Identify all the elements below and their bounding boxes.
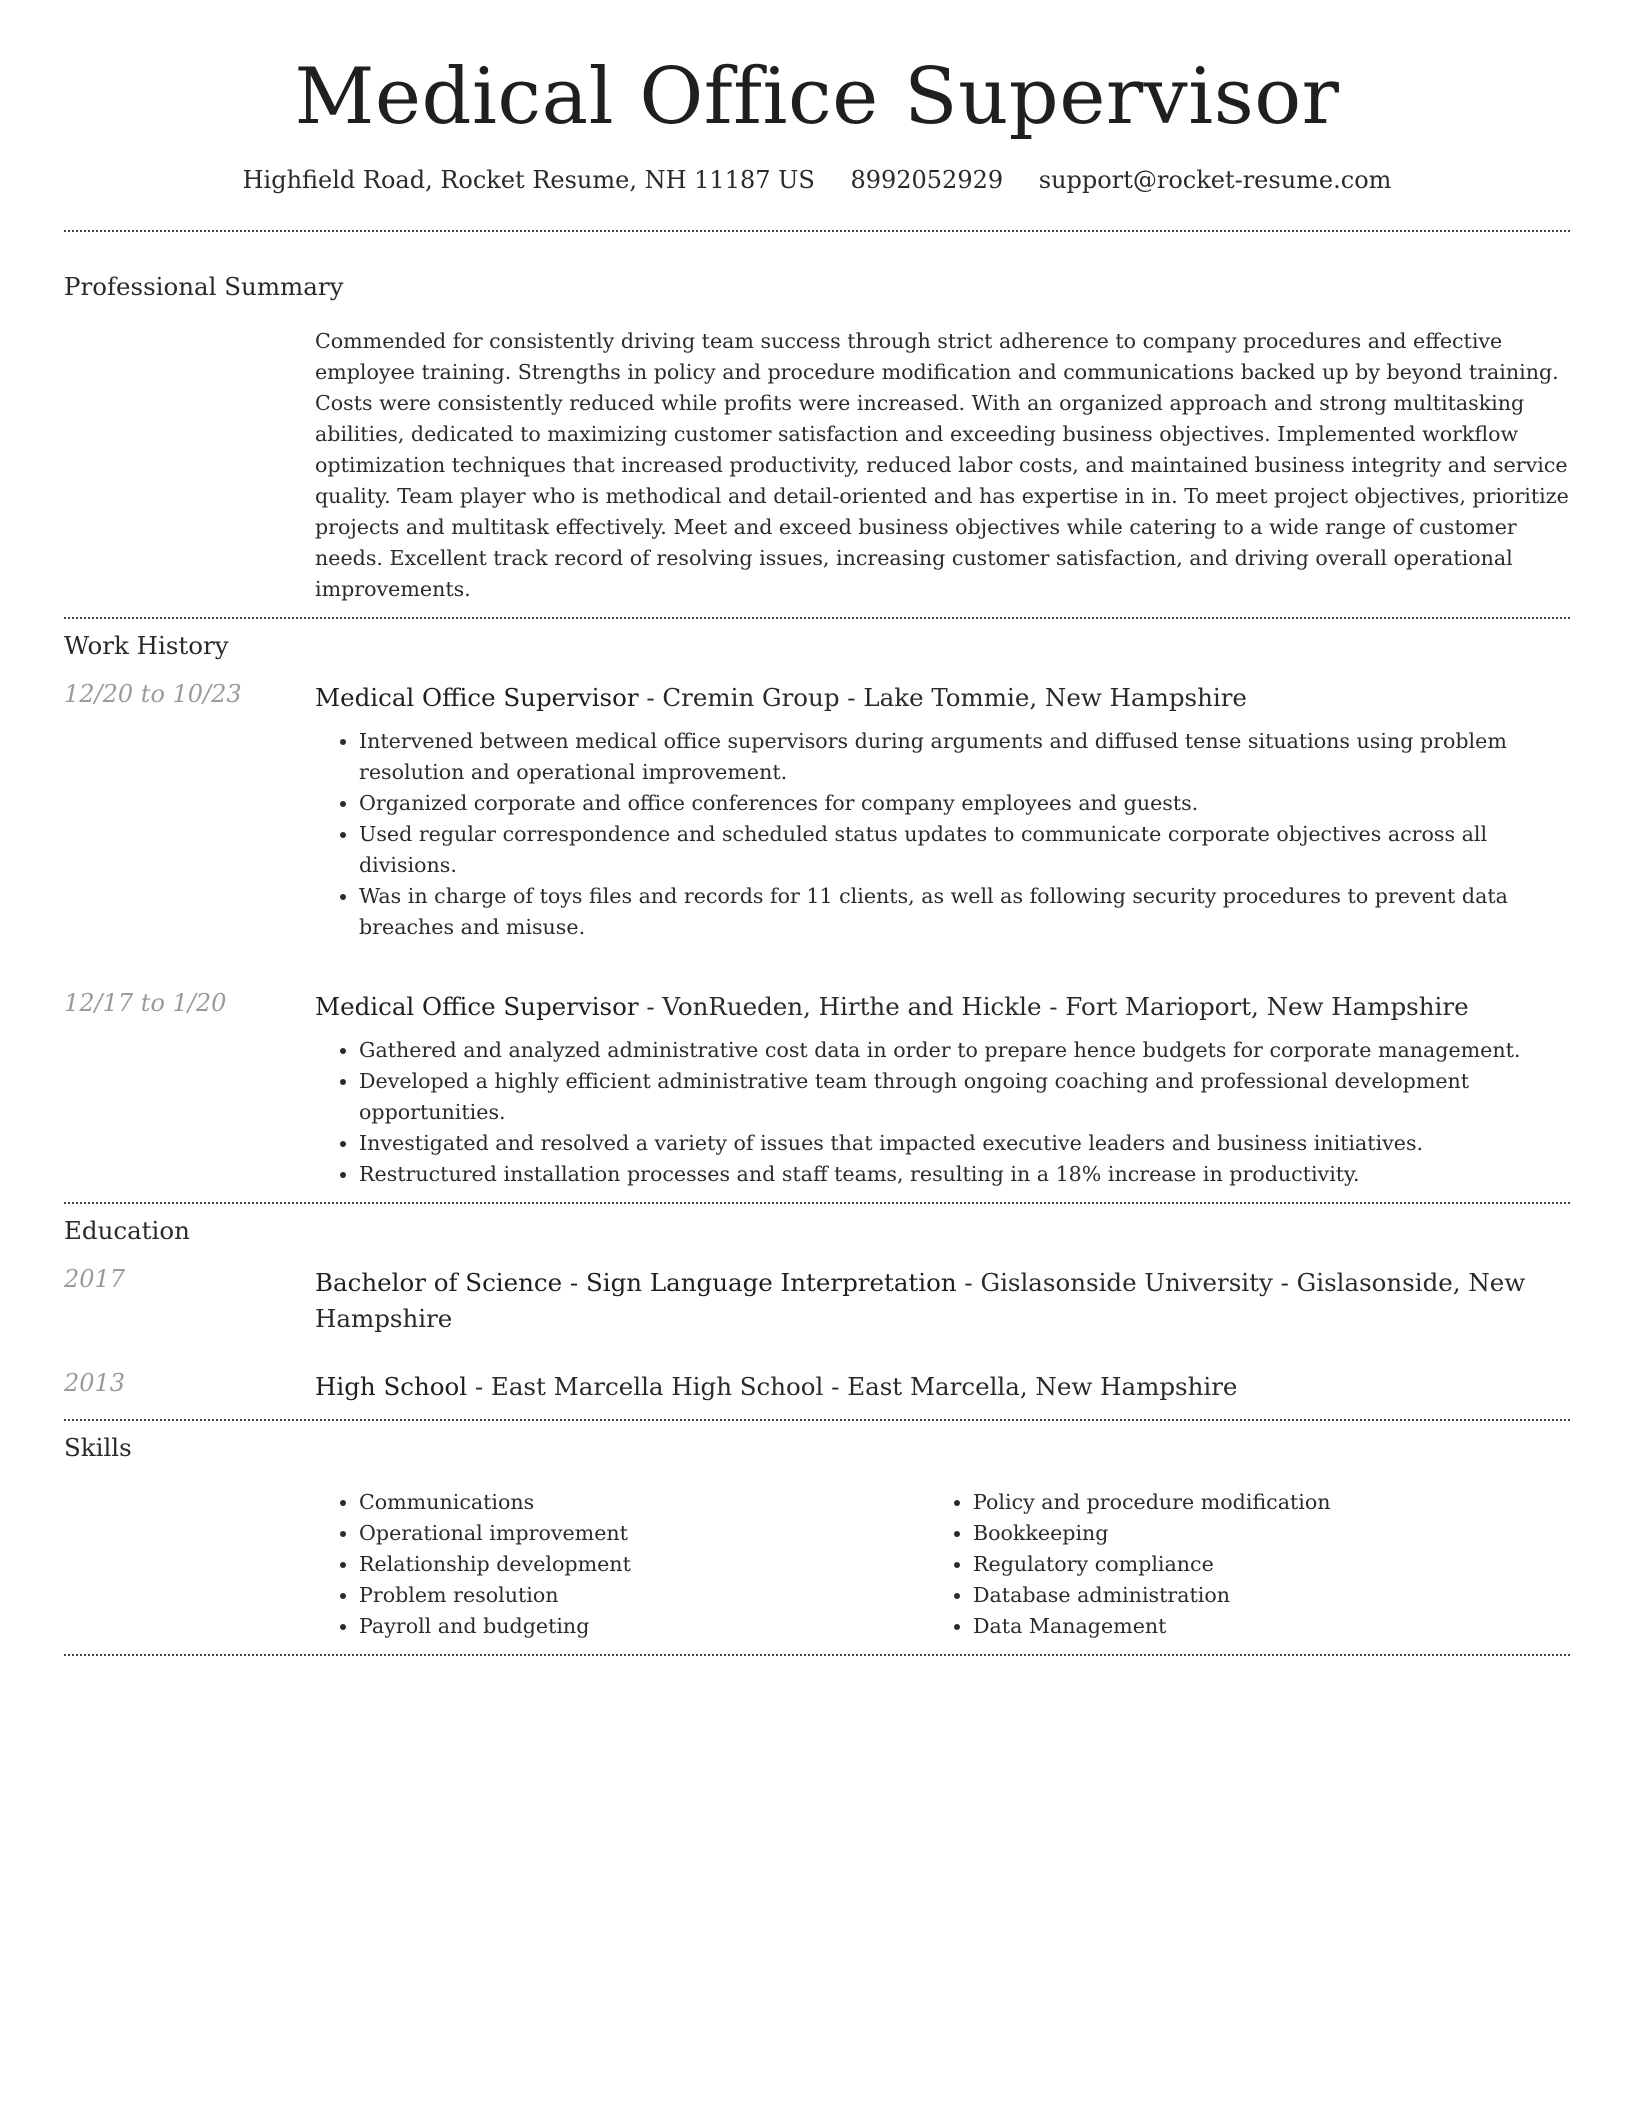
summary-text: Commended for consistently driving team success through strict adherence to company procedures and effective employee training. Strengths in policy and procedure modification and communications backed up by beyond training. Costs were consistently reduced while profits were increased. With an organized approach and strong multitasking abilities, dedicated to maximizing customer satisfaction and exceeding business objectives. Implemented workflow optimization techniques that increased productivity, reduced labor costs, and maintained business integrity and service quality. Team player who is methodical and detail-oriented and has expertise in in. To meet project objectives, prioritize projects and multitask effectively. Meet and exceed business objectives while catering to a wide range of customer needs. Excellent track record of resolving issues, increasing customer satisfaction, and driving overall operational improvements. — [315, 329, 1569, 601]
section-title-work: Work History — [64, 631, 229, 660]
divider — [64, 1202, 1570, 1204]
job-company-location: - VonRueden, Hirthe and Hickle - Fort Marioport, New Hampshire — [638, 992, 1469, 1021]
job-role: Medical Office Supervisor — [315, 683, 639, 712]
divider — [64, 617, 1570, 619]
job-title-line — [315, 989, 1570, 1025]
list-item: • Intervened between medical office supervisors during arguments and diffused tense situations using problem resolution and operational improvement. — [359, 726, 1570, 788]
skill-item: • Bookkeeping — [973, 1518, 1543, 1549]
contact-phone: 8992052929 — [850, 166, 1004, 194]
list-item: • Organized corporate and office conferences for company employees and guests. — [359, 788, 1570, 819]
job-title-line — [315, 680, 1570, 716]
skill-item: • Communications — [359, 1487, 929, 1518]
education-title-line — [315, 1265, 1570, 1337]
job-dates: 12/20 to 10/23 — [64, 680, 242, 708]
contact-email: support@rocket-resume.com — [1038, 166, 1392, 194]
education-degree: Bachelor of Science - Sign Language Interpretation — [315, 1268, 957, 1297]
contact-line — [64, 166, 1570, 194]
skill-item: • Operational improvement — [359, 1518, 929, 1549]
job-role: Medical Office Supervisor — [315, 992, 639, 1021]
list-item: • Gathered and analyzed administrative cost data in order to prepare hence budgets for corporate management. — [359, 1035, 1570, 1066]
list-item: • Was in charge of toys files and records for 11 clients, as well as following security procedures to prevent data breaches and misuse. — [359, 881, 1570, 943]
job-entry — [64, 680, 1570, 943]
education-school-location: - East Marcella High School - East Marcella, New Hampshire — [467, 1372, 1238, 1401]
resume-page — [64, 0, 1570, 1656]
section-title-skills: Skills — [64, 1433, 132, 1462]
skills-list-left — [315, 1487, 929, 1642]
skill-item: • Policy and procedure modification — [973, 1487, 1543, 1518]
list-item: • Restructured installation processes and staff teams, resulting in a 18% increase in productivity. — [359, 1159, 1570, 1190]
skill-item: • Problem resolution — [359, 1580, 929, 1611]
contact-address: Highfield Road, Rocket Resume, NH 11187 US — [242, 166, 815, 194]
education-year: 2013 — [64, 1369, 126, 1397]
skill-item: • Relationship development — [359, 1549, 929, 1580]
skill-item: • Payroll and budgeting — [359, 1611, 929, 1642]
skills-columns — [315, 1487, 1570, 1642]
skill-item: • Regulatory compliance — [973, 1549, 1543, 1580]
job-bullets — [64, 1035, 1570, 1190]
divider — [64, 1419, 1570, 1421]
job-dates: 12/17 to 1/20 — [64, 989, 227, 1017]
skill-item: • Database administration — [973, 1580, 1543, 1611]
education-entry — [64, 1265, 1570, 1337]
divider — [64, 1654, 1570, 1656]
list-item: • Developed a highly efficient administrative team through ongoing coaching and professional development opportunities. — [359, 1066, 1570, 1128]
job-entry — [64, 989, 1570, 1190]
education-school-location: - Gislasonside University - Gislasonside, New Hampshire — [315, 1268, 1526, 1333]
list-item: • Used regular correspondence and scheduled status updates to communicate corporate objectives across all divisions. — [359, 819, 1570, 881]
education-title-line — [315, 1369, 1570, 1405]
section-title-summary: Professional Summary — [64, 272, 344, 301]
divider — [64, 230, 1570, 232]
list-item: • Investigated and resolved a variety of issues that impacted executive leaders and business initiatives. — [359, 1128, 1570, 1159]
candidate-name: Medical Office Supervisor — [294, 52, 1340, 142]
skill-item: • Data Management — [973, 1611, 1543, 1642]
education-year: 2017 — [64, 1265, 126, 1293]
job-bullets — [64, 726, 1570, 943]
education-degree: High School — [315, 1372, 468, 1401]
section-title-education: Education — [64, 1216, 190, 1245]
job-company-location: - Cremin Group - Lake Tommie, New Hampshire — [638, 683, 1247, 712]
education-entry — [64, 1369, 1570, 1405]
skills-list-right — [929, 1487, 1543, 1642]
